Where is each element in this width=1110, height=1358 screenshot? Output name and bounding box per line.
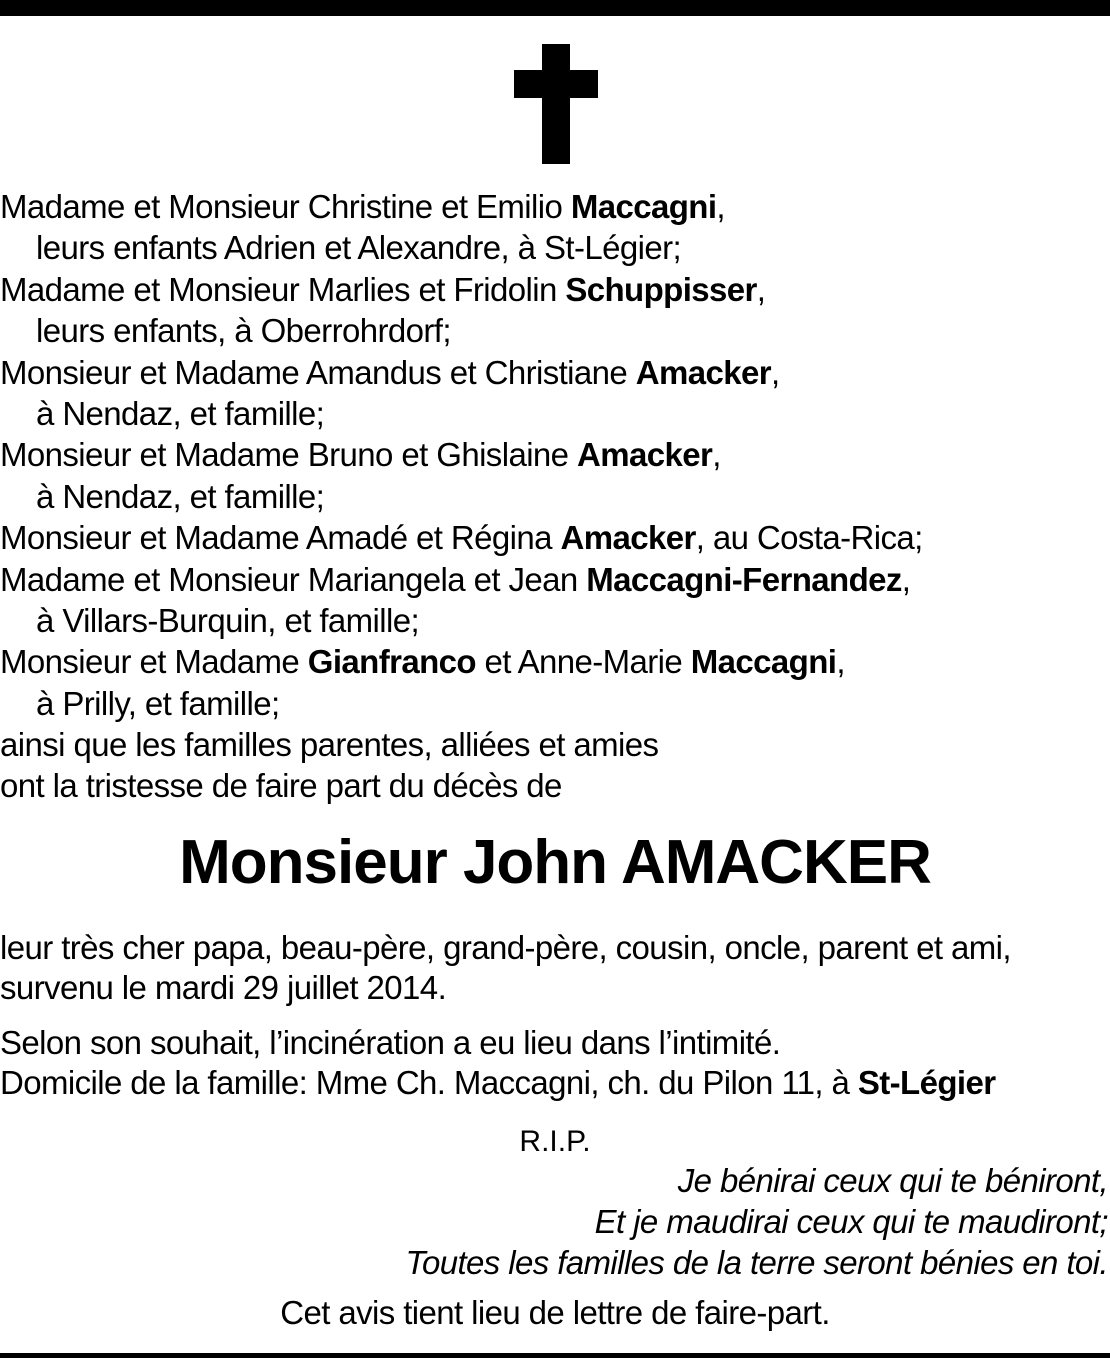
bible-verse	[8, 1160, 1108, 1283]
family-text: Monsieur et Madame	[0, 643, 308, 681]
family-surname: Schuppisser	[565, 270, 757, 308]
family-text: Monsieur et Madame Bruno et Ghislaine	[0, 436, 578, 474]
cross-icon	[514, 44, 598, 164]
family-text: ,	[716, 188, 725, 225]
verse-line: Toutes les familles de la terre seront bénies en toi.	[405, 1244, 1108, 1281]
family-text: à Prilly, et famille;	[36, 684, 280, 722]
family-surname: Amacker	[635, 353, 771, 391]
ceremony-line: Selon son souhait, l’incinération a eu lieu dans l’intimité.	[0, 1024, 781, 1061]
family-line	[0, 724, 1110, 765]
family-text: Madame et Monsieur Marlies et Fridolin	[0, 270, 566, 308]
family-text: Monsieur et Madame Amadé et Régina	[0, 519, 561, 557]
relation-line: survenu le mardi 29 juillet 2014.	[0, 969, 447, 1006]
family-surname: Maccagni	[570, 188, 717, 225]
family-line	[0, 269, 1110, 310]
family-surname: Maccagni	[690, 643, 837, 681]
family-surname: Amacker	[577, 436, 713, 474]
footer-note: Cet avis tient lieu de lettre de faire-part.	[280, 1294, 830, 1331]
family-text: ainsi que les familles parentes, alliées et amies	[0, 726, 659, 764]
family-line	[0, 600, 1110, 641]
family-text: leurs enfants Adrien et Alexandre, à St-Légier;	[36, 229, 682, 267]
verse-line: Et je maudirai ceux qui te maudiront;	[594, 1203, 1108, 1240]
family-line	[0, 476, 1110, 517]
family-line	[0, 683, 1110, 724]
family-text: ,	[756, 270, 766, 308]
family-text: ,	[836, 643, 845, 681]
relation-line: leur très cher papa, beau-père, grand-père, cousin, oncle, parent et ami,	[0, 929, 1011, 966]
family-line	[0, 310, 1110, 351]
family-line	[0, 352, 1110, 393]
family-text: ,	[712, 436, 721, 474]
family-surname: Amacker	[560, 519, 696, 557]
family-text: ,	[901, 560, 911, 598]
rip-text: R.I.P.	[519, 1125, 591, 1158]
family-surname: Gianfranco	[307, 643, 476, 681]
family-text: Madame et Monsieur Mariangela et Jean	[0, 560, 587, 598]
family-line	[0, 227, 1110, 268]
family-line	[0, 434, 1110, 475]
family-text: à Nendaz, et famille;	[36, 477, 325, 515]
cross-icon-horizontal-bar	[514, 70, 598, 98]
family-line	[0, 517, 1110, 558]
deceased-name: Monsieur John AMACKER	[179, 828, 931, 897]
bottom-border-rule	[0, 1353, 1110, 1358]
verse-line: Je bénirai ceux qui te béniront,	[677, 1162, 1108, 1199]
domicile-prefix: Domicile de la famille: Mme Ch. Maccagni, ch. du Pilon 11, à	[0, 1064, 858, 1101]
family-line	[0, 186, 1110, 227]
family-text: ont la tristesse de faire part du décès de	[0, 767, 562, 805]
family-text: ,	[770, 353, 780, 391]
family-text: , au Costa-Rica;	[695, 519, 923, 557]
family-line	[0, 641, 1110, 682]
cross-icon-vertical-bar	[542, 44, 570, 164]
family-line	[0, 765, 1110, 806]
domicile-line	[0, 1063, 1110, 1103]
top-border-rule	[0, 0, 1110, 16]
family-text: leurs enfants, à Oberrohrdorf;	[36, 312, 451, 350]
family-text: à Nendaz, et famille;	[36, 394, 325, 432]
family-surname: Maccagni-Fernandez	[586, 560, 902, 598]
family-text: à Villars-Burquin, et famille;	[36, 601, 420, 639]
family-line	[0, 393, 1110, 434]
family-line	[0, 559, 1110, 600]
family-list	[0, 186, 1110, 807]
family-text: Madame et Monsieur Christine et Emilio	[0, 188, 571, 225]
ceremony-paragraph	[0, 1023, 1110, 1103]
relation-paragraph	[0, 928, 1110, 1008]
family-text: Monsieur et Madame Amandus et Christiane	[0, 353, 636, 391]
family-text: et Anne-Marie	[475, 643, 691, 681]
domicile-place: St-Légier	[857, 1064, 996, 1101]
